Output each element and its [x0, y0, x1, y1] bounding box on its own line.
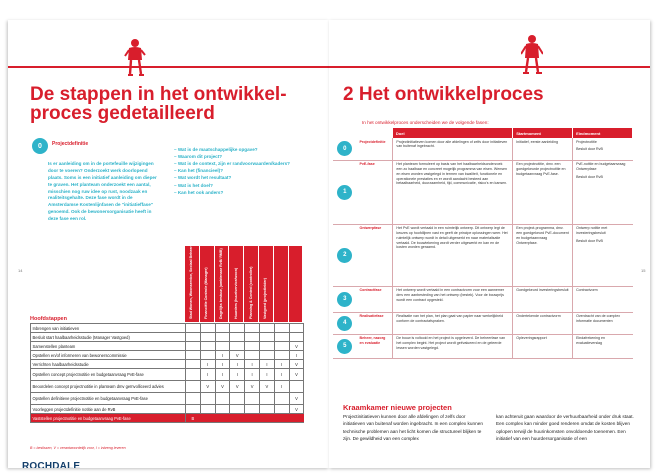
matrix-cell: I	[215, 369, 230, 381]
matrix-cell: V	[215, 381, 230, 393]
phase-intro-text: Is er aanleiding om in de portefeuille wijzigingen door te voeren? Onderzoekt werk doorlopend plaats. Soms is een initiatief aanleiding om dieper te graven. Het planteam onderzoekt een aantal, misschien nog ruw idee op rust, noodzaak en realiteitsgehalte. Deze fase wordt in de Amsterdamse Kostenlijnfasen de "initiatieffase" genoemd. Ook de bewonersorganisatie heeft in deze fase een rol.	[48, 161, 157, 222]
matrix-row	[31, 414, 304, 423]
matrix-cell: I	[245, 369, 260, 381]
matrix-cell: V	[245, 381, 260, 393]
matrix-cell	[215, 342, 230, 351]
matrix-step-label: Inbrengen van initiatieven	[31, 324, 186, 333]
matrix-cell	[245, 393, 260, 405]
matrix-col-header: Vastgoed (projectleider)	[289, 246, 304, 322]
matrix-cell	[215, 393, 230, 405]
phase-end: Ontwerp notitie met investeringsbesluit Besluit door RvB	[573, 224, 633, 286]
matrix-cell	[259, 393, 274, 405]
matrix-cell	[230, 414, 245, 423]
phase-start: Goedgekeurd investeringsbesluit	[513, 286, 573, 312]
matrix-cell	[230, 393, 245, 405]
child-figure-illustration	[124, 38, 146, 80]
phase-row	[333, 312, 633, 334]
matrix-cell: V	[259, 381, 274, 393]
matrix-cell: I	[200, 360, 215, 369]
matrix-cell: I	[259, 369, 274, 381]
question-item: – Wat is het doel?	[174, 182, 213, 188]
matrix-cell	[274, 393, 289, 405]
phase-name: Beheer, nazorg en evaluatie	[357, 334, 393, 358]
child-figure-illustration	[521, 34, 543, 78]
phase-row	[333, 286, 633, 312]
matrix-cell: V	[200, 381, 215, 393]
matrix-cell	[245, 405, 260, 414]
matrix-cell	[289, 333, 304, 342]
right-page	[329, 20, 650, 468]
matrix-cell: I	[200, 369, 215, 381]
matrix-cell	[200, 333, 215, 342]
matrix-legend: B = beslissen, V = verantwoordelijk voor, I = inbreng leveren	[30, 446, 126, 450]
phase-number-badge: 0	[337, 141, 352, 156]
body-column-1: Projectinitiatieven kunnen door alle afdelingen of zelfs door initiatieven van buitenaf worden ingebracht. In een complex kunnen technische problemen aan het licht komen die structureel blijken te zijn. De gewildheid van een complex	[343, 414, 483, 441]
phase-start: Een project-programma, dmv. een goedgekeurd PvE-document en budgetaanvraag Ontwerpfase.	[513, 224, 573, 286]
matrix-step-label: Opstellen en/of informeren van bewonerscommissie	[31, 351, 186, 360]
matrix-step-label: Vaststellen projectnotitie en budgetaanvraag PvE-fase	[31, 414, 186, 423]
matrix-cell: I	[289, 351, 304, 360]
phase-name: Ontwerpfase	[357, 224, 393, 286]
phase-number-badge: 0	[32, 138, 48, 154]
matrix-col-header: Financiële Controle (Manager)	[229, 246, 244, 322]
matrix-cell	[186, 381, 201, 393]
matrix-cell	[186, 405, 201, 414]
matrix-cell	[200, 405, 215, 414]
page-title: De stappen in het ontwikkel-proces gedetailleerd	[30, 84, 287, 125]
left-page	[8, 20, 329, 468]
question-item: – Wat is de maatschappelijke opgave?	[174, 147, 258, 152]
matrix-step-label: Verrichten haalbaarheidsstudie	[31, 360, 186, 369]
matrix-row	[31, 351, 304, 360]
phase-end: Projectnotitie Besluit door RvB	[573, 138, 633, 160]
phase-label: Projectdefinitie	[52, 141, 89, 147]
matrix-row	[31, 369, 304, 381]
matrix-cell	[274, 351, 289, 360]
page-title: 2 Het ontwikkelproces	[343, 84, 544, 105]
header-eindmoment: Eindmoment	[573, 128, 633, 138]
question-item: – Kan het (financieel)?	[174, 168, 224, 174]
matrix-cell	[289, 324, 304, 333]
matrix-cell: V	[230, 381, 245, 393]
phase-number-badge: 3	[337, 292, 352, 307]
matrix-cell	[274, 333, 289, 342]
matrix-cell	[245, 351, 260, 360]
matrix-step-label: Samenstellen planteam	[31, 342, 186, 351]
matrix-step-label: Besluit start haalbaarheidsstudie (Manager Vastgoed)	[31, 333, 186, 342]
question-item: – Wat is de context, zijn er randvoorwaarden/kaders?	[174, 161, 290, 167]
question-item: – Kan het ook anders?	[174, 189, 224, 195]
matrix-cell	[245, 333, 260, 342]
matrix-cell	[259, 342, 274, 351]
phase-number-badge: 5	[337, 339, 352, 354]
matrix-row	[31, 405, 304, 414]
matrix-step-label: Voorleggen projectdefinitie notitie aan de RvB	[31, 405, 186, 414]
matrix-row	[31, 333, 304, 342]
phase-number-badge: 2	[337, 248, 352, 263]
matrix-cell: V	[289, 393, 304, 405]
matrix-cell	[186, 324, 201, 333]
matrix-cell	[215, 324, 230, 333]
question-item: – Wat wordt het resultaat?	[174, 175, 232, 181]
matrix-cell	[230, 333, 245, 342]
matrix-cell	[274, 342, 289, 351]
phase-row	[333, 160, 633, 224]
matrix-cell	[186, 342, 201, 351]
matrix-cell	[186, 351, 201, 360]
matrix-cell: I	[245, 360, 260, 369]
header-doel: Doel	[393, 128, 513, 138]
phase-end-decision: Besluit door RvB	[576, 174, 603, 179]
matrix-title: Hoofdstappen	[30, 316, 67, 322]
matrix-cell	[274, 414, 289, 423]
matrix-cell	[200, 393, 215, 405]
phase-name: Realisatiefase	[357, 312, 393, 334]
matrix-cell: I	[274, 360, 289, 369]
matrix-col-header: Stad Wonen, Woonservice, Sociaal Beheer (directie/manager)	[215, 246, 230, 322]
matrix-cell	[259, 405, 274, 414]
phase-goal: De bouw is voltooid en het project is opgeleverd. De beheerfase van het complex begint. Het project wordt geëvalueerd en de geleerde lessen worden vastgelegd.	[393, 334, 513, 358]
matrix-col-header: Huurders (huur/service/woon)	[259, 246, 274, 322]
matrix-cell	[200, 342, 215, 351]
phase-name: Projectdefinitie	[357, 138, 393, 160]
responsibility-matrix	[30, 323, 304, 423]
phase-number-badge: 1	[337, 185, 352, 200]
question-list	[174, 146, 324, 196]
matrix-cell	[215, 405, 230, 414]
phase-row	[333, 224, 633, 286]
matrix-col-header: Strategisch Commissie (strategische en coördinatie)	[200, 246, 215, 322]
matrix-cell	[230, 324, 245, 333]
phase-end: Overdracht van de complex informatie documenten	[573, 312, 633, 334]
matrix-col-header: Planning & Control (controller)	[274, 246, 289, 322]
page-number: 14	[18, 268, 23, 273]
phase-goal: Realisatie van het plan, het plan gaat van papier naar werkelijkheid conform de contractafspraken.	[393, 312, 513, 334]
matrix-step-label: Beoordelen concept projectnotitie in planteam dmv geïnvolliceerd advies	[31, 381, 186, 393]
body-column-2: kan achteruit gaan waardoor de verhuurbaarheid onder druk staat. Een complex kan minder goed renderen omdat de kosten blijven oplopen terwijl de huurinkomsten onvoldoende toenemen. Een initiatief van een huurdersorganisatie of een	[496, 414, 634, 441]
matrix-cell	[200, 324, 215, 333]
matrix-cell: I	[230, 360, 245, 369]
phase-end: Eindafrekening en evaluatieverslag	[573, 334, 633, 358]
phase-end-decision: Besluit door RvB	[576, 147, 603, 152]
matrix-cell	[186, 369, 201, 381]
matrix-cell: I	[215, 351, 230, 360]
phase-goal: Projectinitiatieven komen door alle afdelingen of zelfs door initiatieven van buitenaf ingebracht.	[393, 138, 513, 160]
matrix-cell	[186, 360, 201, 369]
matrix-cell: I	[259, 360, 274, 369]
phase-goal: Het planteam formuleert op basis van het haalbaarheidsonderzoek een zo haalbaar en concreet mogelijk programma van eisen. Wensen en eisen worden vastgelegd in termen van kwaliteit, functionele en operationele prestaties en er wordt aandacht besteed aan betaalbaarheid, duurzaamheid, tijd, communicatie, risico's en kansen.	[393, 160, 513, 224]
matrix-cell: I	[215, 360, 230, 369]
matrix-col-header: Dagelijks bestuur, (ambtenaar RvB/ RMB)	[244, 246, 259, 322]
matrix-cell	[186, 333, 201, 342]
phase-number-badge: 4	[337, 316, 352, 331]
question-item: – Waarom dit project?	[174, 154, 223, 160]
matrix-cell: V	[289, 342, 304, 351]
matrix-row	[31, 393, 304, 405]
phase-end-decision: Besluit door RvB	[576, 238, 603, 243]
section-heading: Kraamkamer nieuwe projecten	[343, 403, 452, 412]
phase-row	[333, 334, 633, 358]
matrix-cell: B	[186, 414, 201, 423]
matrix-cell	[289, 414, 304, 423]
matrix-cell: I	[274, 381, 289, 393]
matrix-column-headers	[159, 214, 303, 322]
phase-name: PvE-fase	[357, 160, 393, 224]
matrix-row	[31, 324, 304, 333]
matrix-cell	[245, 342, 260, 351]
phase-goal: Het ontwerp wordt vertaald in een contractvorm voor een aannemer dmv een aanbesteding van het ontwerp (bestek). Voor de bouwprijs wordt een contract opgesteld.	[393, 286, 513, 312]
matrix-cell	[274, 405, 289, 414]
phase-end: PvE-notitie en budgetaanvraag Ontwerpfase Besluit door RvB	[573, 160, 633, 224]
matrix-cell: I	[274, 369, 289, 381]
phase-end: Contractvorm	[573, 286, 633, 312]
phase-start: Een projectnotitie, dmv. een goedgekeurde projectnotitie en budgetaanvraag PvE-fase.	[513, 160, 573, 224]
phase-goal: Het PvE wordt vertaald in een ruimtelijk ontwerp. Dit ontwerp legt de keuzes op hoofdlijnen vast en geeft de principe oplossingen weer. Het ruimtelijk ontwerp wordt in detail uitgewerkt en naar materialisatie vertaald. De bouwtekening wordt verder uitgewerkt en kan en de kosten worden geraamd.	[393, 224, 513, 286]
rochdale-logo: ROCHDALE	[22, 461, 81, 468]
matrix-step-label: Opstellen definitieve projectnotitie en budgetaanvraag PvE-fase	[31, 393, 186, 405]
matrix-cell	[215, 414, 230, 423]
matrix-col-header: Raad van Bestuur	[185, 246, 200, 322]
matrix-cell	[259, 324, 274, 333]
red-rule	[8, 66, 329, 68]
header-startmoment: Startmoment	[513, 128, 573, 138]
matrix-cell	[230, 342, 245, 351]
matrix-cell	[259, 351, 274, 360]
matrix-cell	[259, 333, 274, 342]
matrix-cell	[200, 414, 215, 423]
matrix-row	[31, 381, 304, 393]
phases-table	[333, 128, 633, 359]
phase-start: Opleveringsrapport	[513, 334, 573, 358]
matrix-cell	[200, 351, 215, 360]
matrix-cell: V	[289, 369, 304, 381]
matrix-cell	[274, 324, 289, 333]
matrix-cell: V	[230, 351, 245, 360]
matrix-row	[31, 360, 304, 369]
matrix-cell: I	[230, 369, 245, 381]
matrix-cell	[215, 333, 230, 342]
matrix-cell: V	[289, 360, 304, 369]
table-lead-text: In het ontwikkelproces onderscheiden we de volgende fasen:	[362, 120, 489, 125]
matrix-step-label: Opstellen concept projectnotitie en budgetaanvraag PvE-fase	[31, 369, 186, 381]
phase-start: Initiatief, eerste aanleiding	[513, 138, 573, 160]
matrix-cell	[259, 414, 274, 423]
phase-name: Contractfase	[357, 286, 393, 312]
matrix-cell	[230, 405, 245, 414]
phase-row	[333, 138, 633, 160]
matrix-cell	[289, 381, 304, 393]
red-rule	[329, 66, 650, 68]
matrix-cell	[245, 414, 260, 423]
page-number: 15	[641, 268, 646, 273]
matrix-cell: V	[289, 405, 304, 414]
matrix-cell	[245, 324, 260, 333]
matrix-row	[31, 342, 304, 351]
matrix-cell	[186, 393, 201, 405]
phase-start: Ondertekende contractvorm	[513, 312, 573, 334]
